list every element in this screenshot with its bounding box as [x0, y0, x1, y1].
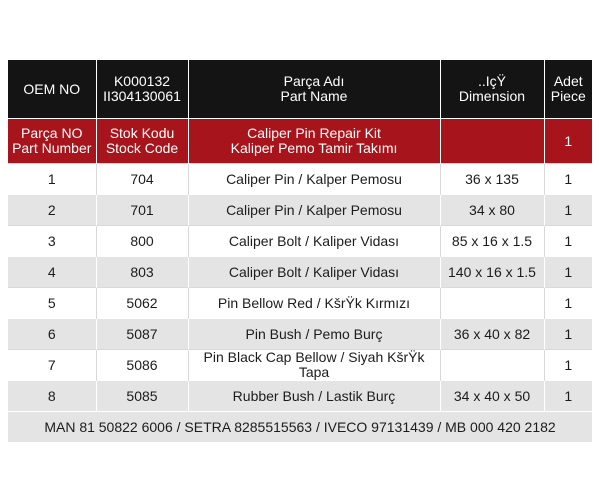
table-row: [8, 288, 592, 319]
cell-piece: 1: [544, 257, 592, 288]
cell-part-name: Pin Bellow Red / KšrŸk Kırmızı: [188, 288, 440, 319]
cell-piece: 1: [544, 350, 592, 381]
table-row: [8, 164, 592, 195]
oem-no-header: OEM NO: [8, 60, 96, 119]
cell-part-number: 1: [8, 164, 96, 195]
cell-part-name: Rubber Bush / Lastik Burç: [188, 381, 440, 412]
table-row: [8, 195, 592, 226]
part-number-header: Parça NO Part Number: [8, 119, 96, 164]
kit-piece: 1: [544, 119, 592, 164]
cell-dimension: [440, 288, 544, 319]
oem-codes-header: K000132 II304130061: [96, 60, 188, 119]
cell-part-number: 8: [8, 381, 96, 412]
cell-part-name: Caliper Bolt / Kaliper Vidası: [188, 226, 440, 257]
cell-stock-code: 5086: [96, 350, 188, 381]
cell-stock-code: 701: [96, 195, 188, 226]
cross-reference-row: [8, 412, 592, 443]
cell-part-name: Caliper Pin / Kalper Pemosu: [188, 164, 440, 195]
cell-part-number: 2: [8, 195, 96, 226]
cell-dimension: [440, 350, 544, 381]
cell-stock-code: 803: [96, 257, 188, 288]
parts-table: [8, 60, 592, 442]
part-name-header: Parça Adı Part Name: [188, 60, 440, 119]
cell-part-number: 4: [8, 257, 96, 288]
cell-piece: 1: [544, 195, 592, 226]
cell-stock-code: 5085: [96, 381, 188, 412]
table-row: [8, 319, 592, 350]
cell-piece: 1: [544, 226, 592, 257]
cell-dimension: 85 x 16 x 1.5: [440, 226, 544, 257]
cell-part-name: Caliper Bolt / Kaliper Vidası: [188, 257, 440, 288]
table-row: [8, 381, 592, 412]
cell-dimension: 34 x 40 x 50: [440, 381, 544, 412]
cell-piece: 1: [544, 381, 592, 412]
cell-dimension: 34 x 80: [440, 195, 544, 226]
table-header-row: [8, 60, 592, 119]
cell-part-number: 5: [8, 288, 96, 319]
cell-piece: 1: [544, 288, 592, 319]
stock-code-header: Stok Kodu Stock Code: [96, 119, 188, 164]
cell-stock-code: 5062: [96, 288, 188, 319]
cell-stock-code: 800: [96, 226, 188, 257]
piece-header: Adet Piece: [544, 60, 592, 119]
cell-part-name: Pin Black Cap Bellow / Siyah KšrŸk Tapa: [188, 350, 440, 381]
cell-stock-code: 5087: [96, 319, 188, 350]
cell-dimension: 36 x 40 x 82: [440, 319, 544, 350]
cross-reference-text: MAN 81 50822 6006 / SETRA 8285515563 / IVECO 97131439 / MB 000 420 2182: [8, 412, 592, 443]
cell-part-number: 7: [8, 350, 96, 381]
table-row: [8, 257, 592, 288]
cell-part-number: 3: [8, 226, 96, 257]
table-subheader-row: [8, 119, 592, 164]
cell-part-number: 6: [8, 319, 96, 350]
kit-dimension: [440, 119, 544, 164]
cell-stock-code: 704: [96, 164, 188, 195]
kit-name: Caliper Pin Repair Kit Kaliper Pemo Tamir Takımı: [188, 119, 440, 164]
cell-dimension: 140 x 16 x 1.5: [440, 257, 544, 288]
dimension-header: ..IçŸ Dimension: [440, 60, 544, 119]
cell-piece: 1: [544, 319, 592, 350]
cell-part-name: Caliper Pin / Kalper Pemosu: [188, 195, 440, 226]
table-row: [8, 226, 592, 257]
parts-table-sheet: [8, 60, 592, 442]
cell-dimension: 36 x 135: [440, 164, 544, 195]
cell-piece: 1: [544, 164, 592, 195]
table-row: [8, 350, 592, 381]
cell-part-name: Pin Bush / Pemo Burç: [188, 319, 440, 350]
